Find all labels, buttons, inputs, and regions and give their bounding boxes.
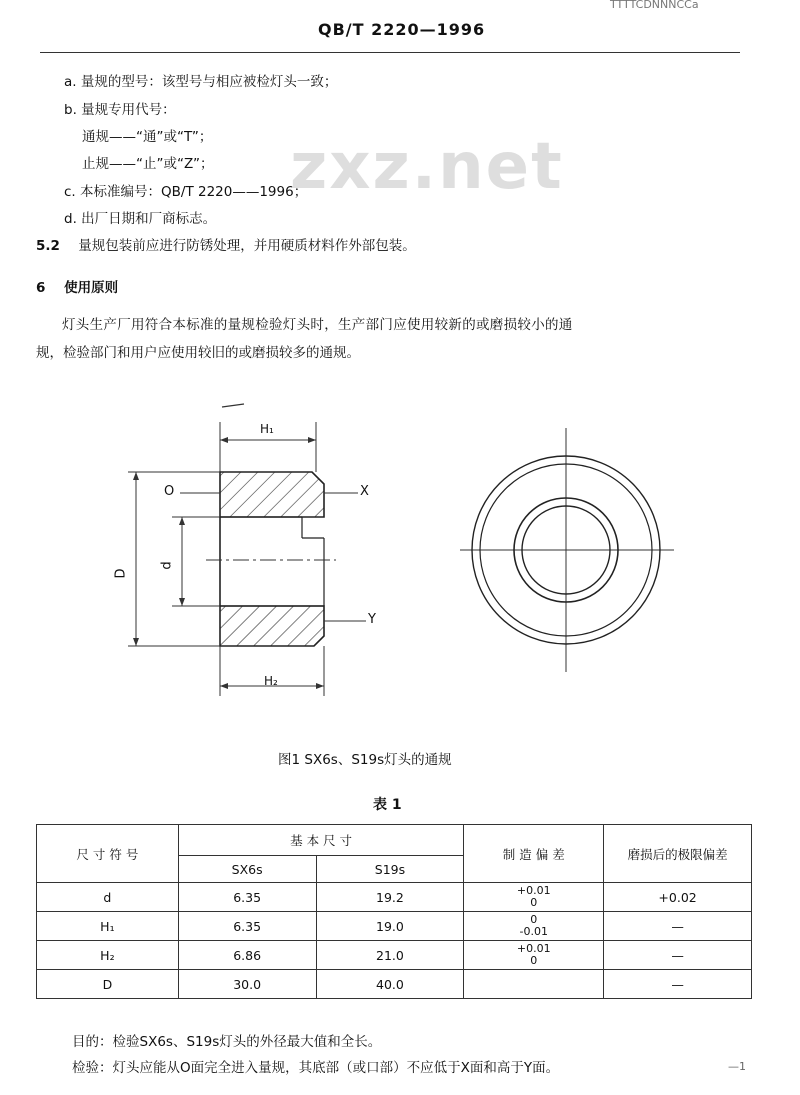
cell-s19s: 21.0 xyxy=(316,941,464,970)
cell-wear-limit: — xyxy=(604,941,752,970)
cell-sx6s: 6.35 xyxy=(178,912,316,941)
cell-s19s: 19.0 xyxy=(316,912,464,941)
dimension-table xyxy=(36,824,752,999)
section-6-heading xyxy=(36,276,118,296)
marking-item-b: b. 量规专用代号： xyxy=(64,102,176,118)
cell-symbol: D xyxy=(37,970,179,999)
header-corner-text: TTTTCDNNNCCa xyxy=(610,0,699,11)
marking-item-b1: 通规——“通”或“T”； xyxy=(82,129,213,145)
header-sx6s: SX6s xyxy=(178,856,316,883)
label-h1: H₁ xyxy=(260,422,274,436)
tol-upper: +0.01 xyxy=(516,884,551,897)
header-rule xyxy=(40,52,740,53)
note-inspection: 检验：灯头应能从O面完全进入量规，其底部（或口部）不应低于X面和高于Y面。 xyxy=(72,1060,560,1076)
tol-lower: 0 xyxy=(530,954,538,967)
marking-item-b2: 止规——“止”或“Z”； xyxy=(82,156,214,172)
tol-upper: 0 xyxy=(530,913,538,926)
cell-wear-limit: — xyxy=(604,912,752,941)
label-d-upper: D xyxy=(113,568,129,579)
section-6-paragraph-line-1: 灯头生产厂用符合本标准的量规检验灯头时，生产部门应使用较新的或磨损较小的通 xyxy=(62,317,573,333)
marking-item-c-prefix: c. 本标准编号： xyxy=(64,184,162,200)
header-wear-limit: 磨损后的极限偏差 xyxy=(604,825,752,883)
header-s19s: S19s xyxy=(316,856,464,883)
header-symbol: 尺 寸 符 号 xyxy=(37,825,179,883)
cell-mfg-tolerance xyxy=(464,883,604,912)
clause-number: 5.2 xyxy=(36,238,60,254)
cell-symbol: H₂ xyxy=(37,941,179,970)
end-view xyxy=(460,428,674,672)
label-x: X xyxy=(360,484,369,499)
marking-item-a: a. 量规的型号：该型号与相应被检灯头一致； xyxy=(64,74,338,90)
cell-mfg-tolerance xyxy=(464,941,604,970)
cell-mfg-tolerance xyxy=(464,912,604,941)
watermark: zxz.net xyxy=(290,130,564,204)
table-row xyxy=(37,883,752,912)
cell-s19s: 19.2 xyxy=(316,883,464,912)
table-title: 表 1 xyxy=(373,797,402,813)
section-title: 使用原则 xyxy=(64,280,119,296)
marking-item-c-code: QB/T 2220——1996； xyxy=(161,184,308,200)
figure-caption: 图1 SX6s、S19s灯头的通规 xyxy=(278,752,452,768)
tol-upper: +0.01 xyxy=(516,942,551,955)
cell-mfg-tolerance xyxy=(464,970,604,999)
cell-sx6s: 6.86 xyxy=(178,941,316,970)
label-o: O xyxy=(164,484,175,499)
marking-item-d: d. 出厂日期和厂商标志。 xyxy=(64,211,217,227)
cell-symbol: H₁ xyxy=(37,912,179,941)
table-row xyxy=(37,912,752,941)
header-basic-size: 基 本 尺 寸 xyxy=(178,825,464,856)
cell-sx6s: 6.35 xyxy=(178,883,316,912)
clause-text: 量规包装前应进行防锈处理，并用硬质材料作外部包装。 xyxy=(78,238,416,254)
page-mark: —1 xyxy=(728,1060,746,1073)
section-view xyxy=(128,404,366,696)
gauge-drawing xyxy=(0,390,800,730)
cell-wear-limit: +0.02 xyxy=(604,883,752,912)
section-number: 6 xyxy=(36,280,46,296)
note-purpose: 目的：检验SX6s、S19s灯头的外径最大值和全长。 xyxy=(72,1034,382,1050)
label-y: Y xyxy=(368,612,376,627)
header-mfg-tolerance: 制 造 偏 差 xyxy=(464,825,604,883)
cell-s19s: 40.0 xyxy=(316,970,464,999)
table-row xyxy=(37,970,752,999)
standard-code-header: QB/T 2220—1996 xyxy=(318,20,486,39)
table-row xyxy=(37,941,752,970)
clause-5-2 xyxy=(36,234,416,254)
cell-wear-limit: — xyxy=(604,970,752,999)
cell-symbol: d xyxy=(37,883,179,912)
tol-lower: 0 xyxy=(530,896,538,909)
cell-sx6s: 30.0 xyxy=(178,970,316,999)
label-d-lower: d xyxy=(159,561,175,570)
section-6-paragraph-line-2: 规，检验部门和用户应使用较旧的或磨损较多的通规。 xyxy=(36,345,360,361)
label-h2: H₂ xyxy=(264,674,278,688)
tol-lower: -0.01 xyxy=(519,925,548,938)
marking-item-c xyxy=(64,180,307,200)
